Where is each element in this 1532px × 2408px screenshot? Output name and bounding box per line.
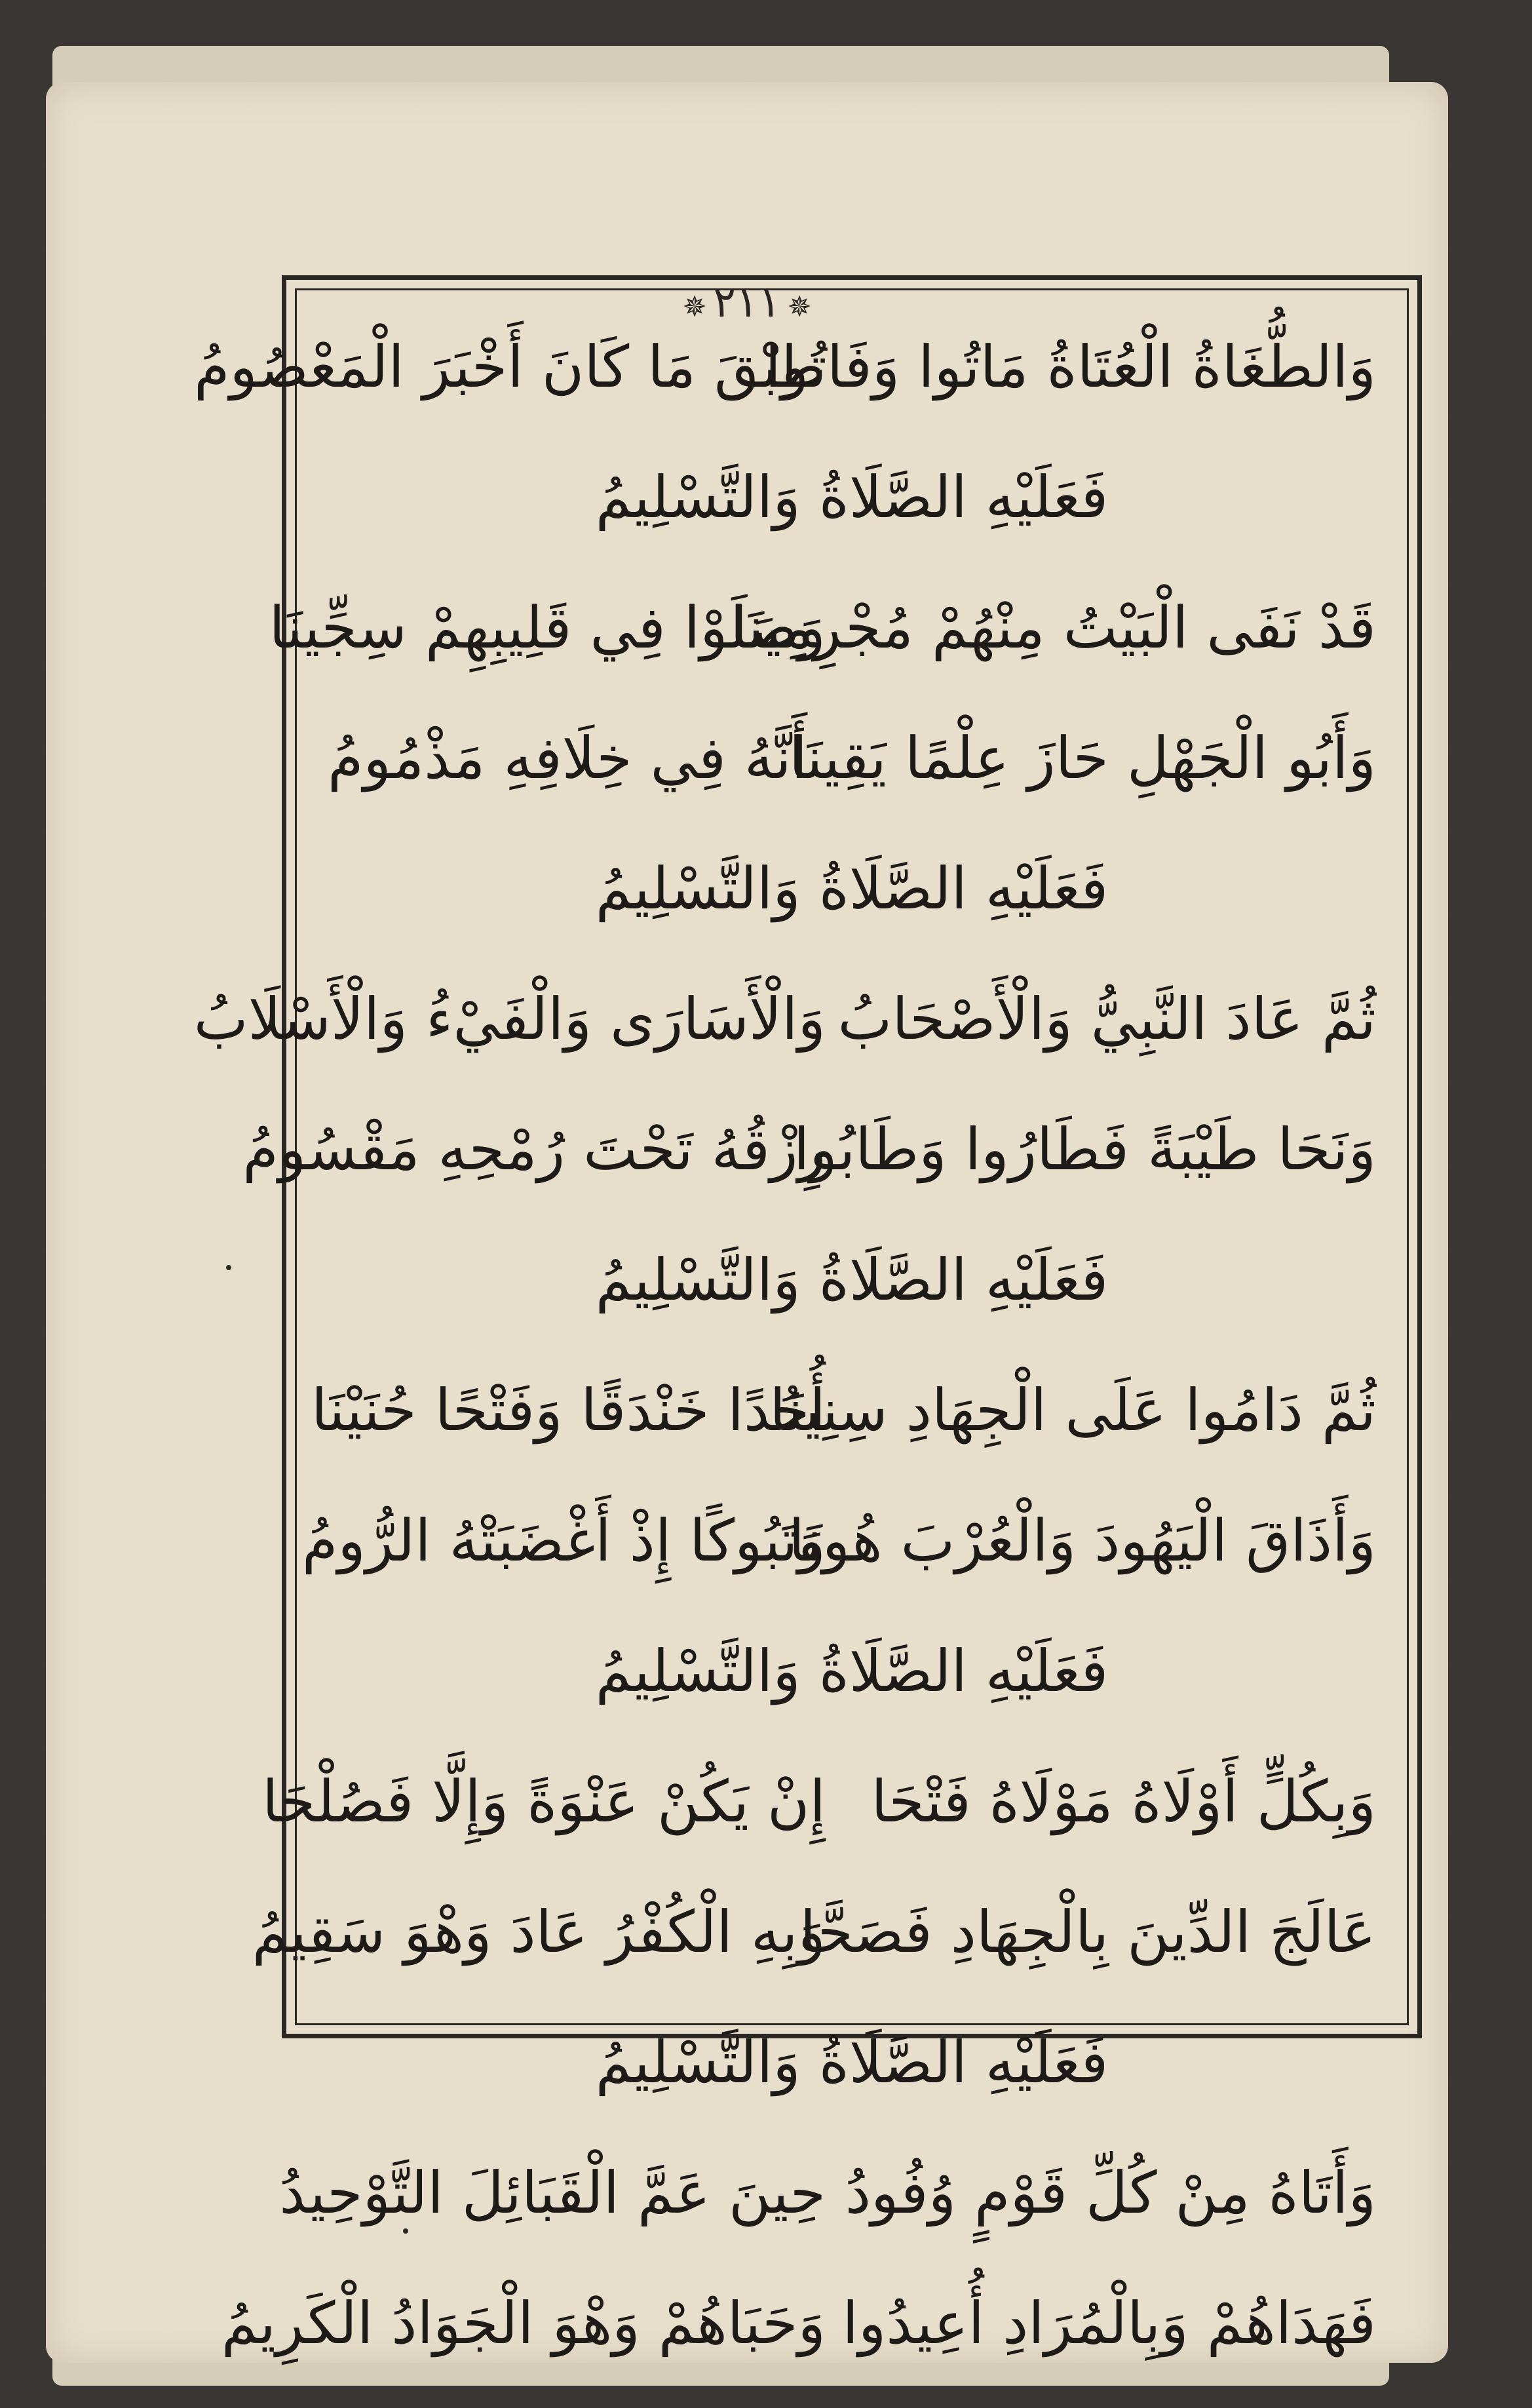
hemistich-second: أَنَّهُ فِي خِلَافِهِ مَذْمُومُ [328,724,808,792]
couplet [193,954,1376,1084]
hemistich-second: وَبِهِ الْكُفْرُ عَادَ وَهْوَ سَقِيمُ [252,1897,826,1966]
hemistich-first: وَبِكُلٍّ أَوْلَاهُ مَوْلَاهُ فَتْحَا [871,1767,1376,1835]
couplet [242,1084,1376,1214]
hemistich-second: وَالْأَسَارَى وَالْفَيْءُ وَالْأَسْلَابُ [193,984,826,1053]
hemistich-second: أُحُدًا خَنْدَقًا وَفَتْحًا حُنَيْنَا [311,1376,826,1444]
hemistich-first: وَالطُّغَاةُ الْعُتَاةُ مَاتُوا وَفَاتُوا [765,332,1376,400]
couplet [252,1867,1376,1997]
ornament-icon: ✵ [787,290,812,324]
refrain: فَعَلَيْهِ الصَّلَاةُ وَالتَّسْلِيمُ [595,463,1109,531]
ink-speck [403,2228,408,2234]
hemistich-second: حِينَ عَمَّ الْقَبَائِلَ التَّوْحِيدُ [279,2158,826,2226]
hemistich-second: وَتَبُوكًا إِذْ أَغْضَبَتْهُ الرُّومُ [301,1506,826,1574]
couplet [221,2258,1376,2388]
hemistich-first: ثُمَّ دَامُوا عَلَى الْجِهَادِ سِنِينَا [769,1376,1376,1444]
hemistich-first: وَأَبُو الْجَهْلِ حَازَ عِلْمًا يَقِينَا [788,724,1376,792]
hemistich-first: عَالَجَ الدِّينَ بِالْجِهَادِ فَصَحَّا [799,1897,1376,1966]
hemistich-first: قَدْ نَفَى الْبَيْتُ مِنْهُمْ مُجْرِمِينَا [730,593,1376,661]
hemistich-second: وَحَبَاهُمْ وَهْوَ الْجَوَادُ الْكَرِيمُ [221,2289,826,2357]
couplet [269,562,1376,693]
page-number-text: ٢١١ [713,279,781,327]
ornament-icon: ✵ [682,290,707,324]
ink-speck [226,1265,231,1270]
hemistich-second: طِبْقَ مَا كَانَ أَخْبَرَ الْمَعْصُومُ [194,332,826,400]
couplet [262,1736,1376,1867]
refrain: فَعَلَيْهِ الصَّلَاةُ وَالتَّسْلِيمُ [595,855,1109,922]
hemistich-first: وَأَتَاهُ مِنْ كُلِّ قَوْمٍ وُفُودُ [845,2158,1376,2226]
hemistich-first: وَأَذَاقَ الْيَهُودَ وَالْعُرْبَ هُونَا [788,1506,1376,1574]
hemistich-second: رِزْقُهُ تَحْتَ رُمْحِهِ مَقْسُومُ [242,1115,826,1183]
hemistich-second: إِنْ يَكُنْ عَنْوَةً وَإِلَّا فَصُلْحَا [262,1767,826,1835]
couplet [328,693,1376,823]
hemistich-second: وَصَلَوْا فِي قَلِيبِهِمْ سِجِّينَا [269,593,826,661]
refrain: فَعَلَيْهِ الصَّلَاةُ وَالتَّسْلِيمُ [595,1637,1109,1705]
refrain: فَعَلَيْهِ الصَّلَاةُ وَالتَّسْلِيمُ [595,1246,1109,1313]
poem-body [193,301,1376,2388]
couplet [194,301,1376,432]
hemistich-first: ثُمَّ عَادَ النَّبِيُّ وَالْأَصْحَابُ [837,984,1376,1053]
couplet [311,1345,1376,1475]
couplet [301,1475,1376,1606]
couplet [279,2127,1376,2258]
refrain: فَعَلَيْهِ الصَّلَاةُ وَالتَّسْلِيمُ [595,2029,1109,2096]
hemistich-first: وَنَحَا طَيْبَةً فَطَارُوا وَطَابُوا [793,1115,1376,1183]
hemistich-first: فَهَدَاهُمْ وَبِالْمُرَادِ أُعِيدُوا [842,2289,1376,2357]
